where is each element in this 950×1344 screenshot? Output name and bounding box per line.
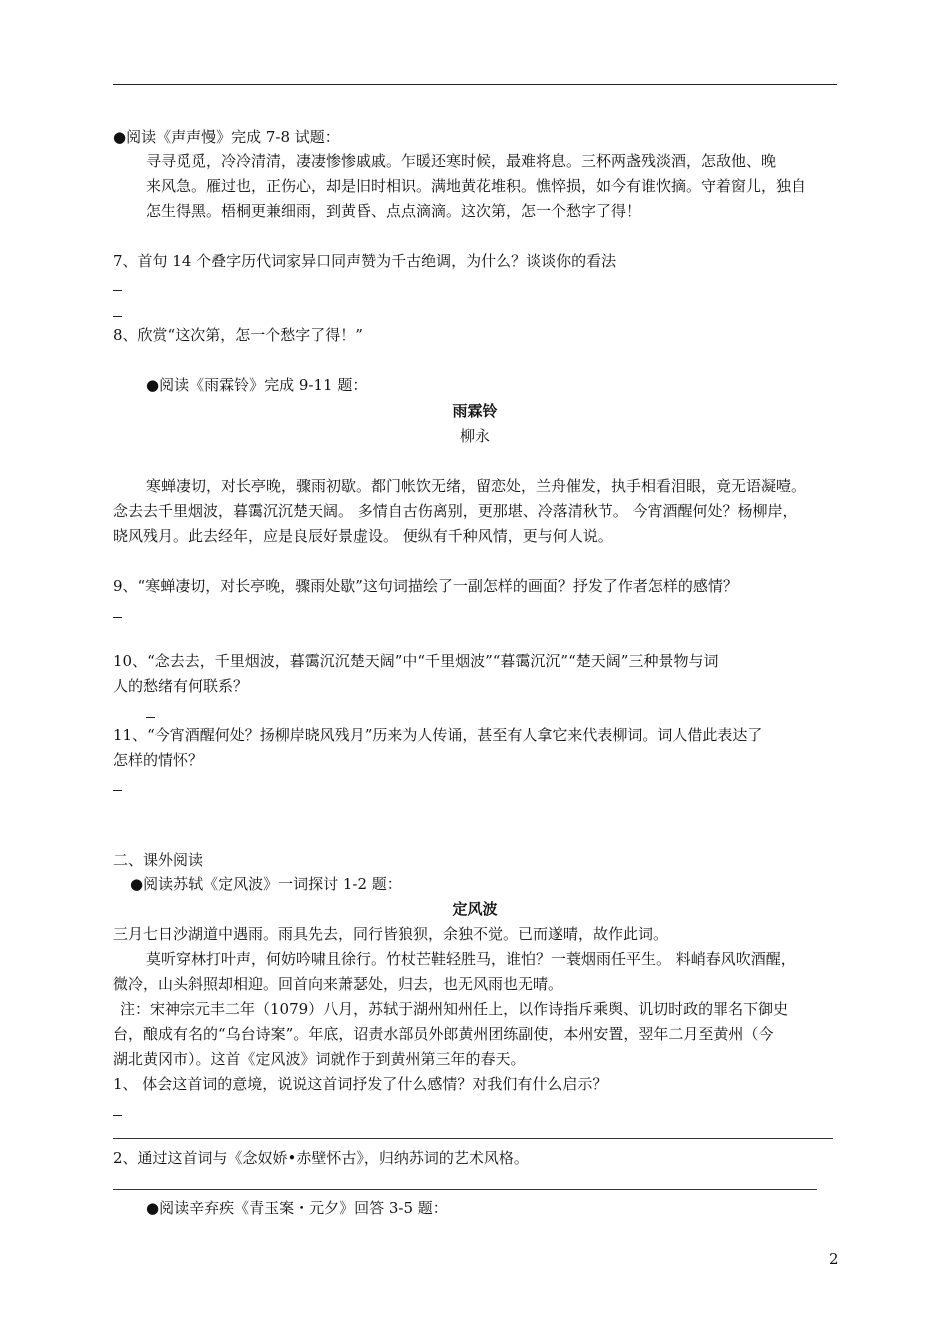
poem-line: 晓风残月。此去经年，应是良辰好景虚设。 便纵有千种风情，更与何人说。	[113, 527, 613, 545]
poem-line: 念去去千里烟波，暮霭沉沉楚天阔。 多情自古伤离别，更那堪、冷落清秋节。 今宵酒醒何处？杨柳岸，	[113, 502, 798, 520]
question-2: 2、通过这首词与《念奴娇•赤壁怀古》，归纳苏词的艺术风格。	[113, 1149, 529, 1167]
note-line: 注：宋神宗元丰二年（1079）八月，苏轼于湖州知州任上，以作诗指斥乘舆、讥切时政的罪名下御史	[120, 1000, 789, 1018]
question-11: 11、“今宵酒醒何处？扬柳岸晓风残月”历来为人传诵，甚至有人拿它来代表柳词。词人借此表达了	[113, 726, 763, 744]
section-intro-shengshengman: ●阅读《声声慢》完成 7-8 试题：	[113, 128, 340, 146]
page-number: 2	[829, 1250, 839, 1268]
section-intro-dingfengbo: ●阅读苏轼《定风波》一词探讨 1-2 题：	[130, 875, 402, 893]
answer-blank[interactable]	[113, 1115, 122, 1116]
answer-line[interactable]	[113, 1138, 833, 1139]
section-heading: 二、课外阅读	[113, 851, 204, 869]
question-9: 9、“寒蝉凄切，对长亭晚，骤雨处歇”这句词描绘了一副怎样的画面？抒发了作者怎样的感情？	[113, 577, 738, 595]
answer-blank[interactable]	[113, 316, 122, 317]
poem-preface: 三月七日沙湖道中遇雨。雨具先去，同行皆狼狈，余独不觉。已而遂晴，故作此词。	[113, 925, 669, 943]
question-1: 1、 体会这首词的意境，说说这首词抒发了什么感情？对我们有什么启示？	[113, 1075, 608, 1093]
question-8: 8、欣赏“这次第，怎一个愁字了得！”	[113, 326, 363, 344]
answer-blank[interactable]	[146, 717, 155, 718]
poem-line: 来风急。雁过也，正伤心，却是旧时相识。满地黄花堆积。憔悴损，如今有谁忺摘。守着窗儿，独自	[146, 177, 807, 195]
answer-blank[interactable]	[113, 617, 122, 618]
question-11-cont: 怎样的情怀？	[113, 751, 204, 769]
note-line: 台，酿成有名的“乌台诗案”。年底，诏责水部员外郎黄州团练副使，本州安置，翌年二月至黄州（今	[113, 1025, 774, 1043]
note-line: 湖北黄冈市）。这首《定风波》词就作于到黄州第三年的春天。	[113, 1050, 526, 1068]
question-10: 10、“念去去，千里烟波，暮霭沉沉楚天阔”中“千里烟波”“暮霭沉沉”“楚天阔”三种景物与词	[113, 652, 719, 670]
section-intro-qingyuan: ●阅读辛弃疾《青玉案・元夕》回答 3-5 题：	[146, 1199, 448, 1217]
answer-line[interactable]	[113, 1189, 817, 1190]
poem-title: 雨霖铃	[452, 402, 498, 420]
poem-author: 柳永	[459, 427, 490, 445]
section-intro-yulinling: ●阅读《雨霖铃》完成 9-11 题：	[146, 376, 368, 394]
answer-blank[interactable]	[113, 290, 122, 291]
poem-line: 微冷，山头斜照却相迎。回首向来萧瑟处，归去，也无风雨也无晴。	[113, 975, 564, 993]
poem-line: 寒蝉凄切，对长亭晚，骤雨初歇。都门帐饮无绪，留恋处，兰舟催发，执手相看泪眼，竟无语凝噎。	[146, 477, 807, 495]
poem-line: 莫听穿林打叶声，何妨吟啸且徐行。竹杖芒鞋轻胜马，谁怕？一蓑烟雨任平生。 料峭春风吹酒醒，	[146, 950, 796, 968]
question-7: 7、首句 14 个叠字历代词家异口同声赞为千古绝调，为什么？谈谈你的看法	[113, 252, 617, 270]
poem-line: 寻寻觅觅，冷冷清清，凄凄惨惨戚戚。乍暖还寒时候，最难将息。三杯两盏残淡酒，怎敌他、晚	[146, 152, 777, 170]
poem-title: 定风波	[452, 900, 498, 918]
question-10-cont: 人的愁绪有何联系？	[113, 677, 249, 695]
header-rule	[113, 84, 837, 85]
poem-line: 怎生得黑。梧桐更兼细雨，到黄昏、点点滴滴。这次第，怎一个愁字了得！	[146, 202, 642, 220]
answer-blank[interactable]	[113, 790, 122, 791]
